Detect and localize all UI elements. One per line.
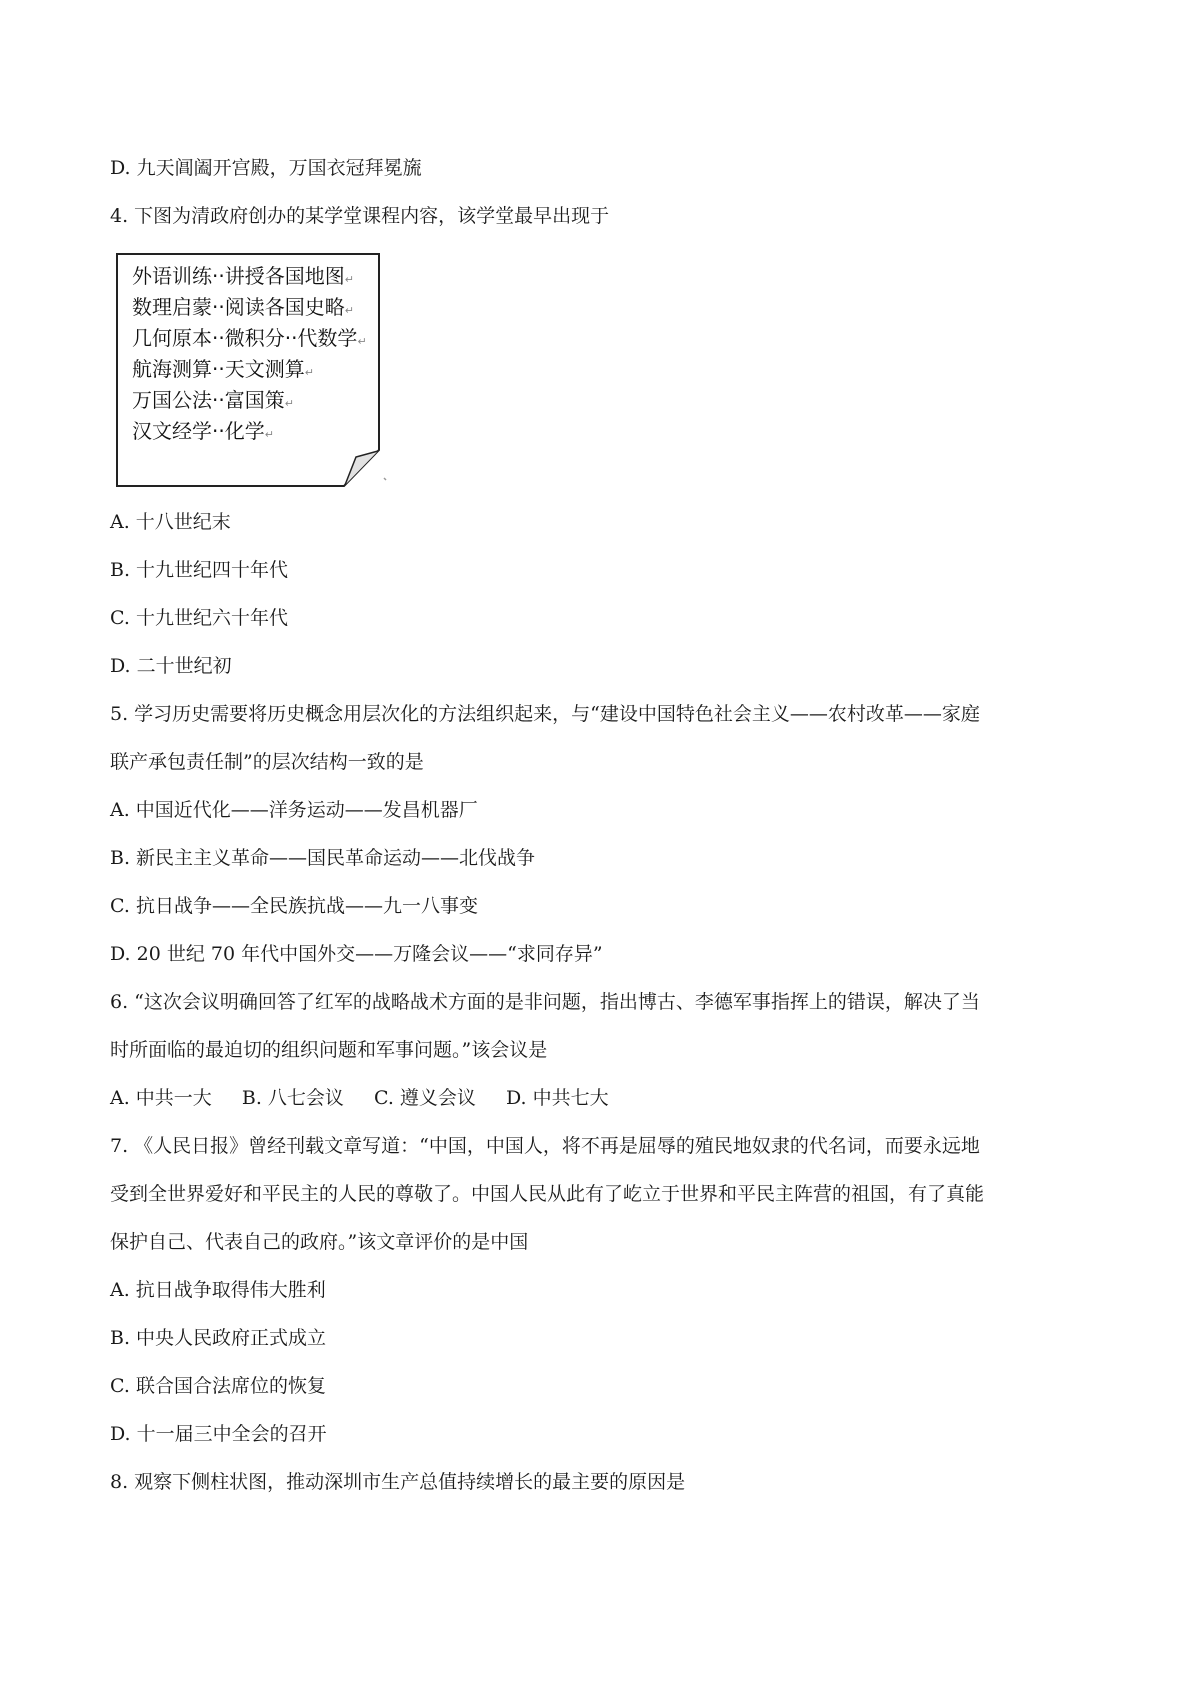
- q8-stem: 8. 观察下侧柱状图，推动深圳市生产总值持续增长的最主要的原因是: [110, 1471, 686, 1493]
- q5-option-a: A. 中国近代化——洋务运动——发昌机器厂: [110, 799, 478, 821]
- q5-stem-line-2: 联产承包责任制”的层次结构一致的是: [110, 751, 424, 773]
- course-row: 数理启蒙··阅读各国史略↵: [132, 295, 354, 319]
- q7-stem-line-2: 受到全世界爱好和平民主的人民的尊敬了。中国人民从此有了屹立于世界和平民主阵营的祖国，有了真能: [110, 1183, 985, 1205]
- q6-option-d: D. 中共七大: [505, 1087, 609, 1109]
- q6-option-b: B. 八七会议: [241, 1087, 344, 1109]
- curriculum-figure: [116, 252, 412, 488]
- q6-option-c: C. 遵义会议: [373, 1087, 476, 1109]
- q7-option-c: C. 联合国合法席位的恢复: [110, 1375, 326, 1397]
- q6-options: [110, 1086, 633, 1110]
- course-row: 汉文经学··化学↵: [132, 419, 274, 443]
- q7-stem-line-1: 7. 《人民日报》曾经刊载文章写道：“中国，中国人，将不再是屈辱的殖民地奴隶的代名词，而要永远地: [110, 1135, 980, 1157]
- q3-option-d: D. 九天阊阖开宫殿，万国衣冠拜冕旒: [110, 157, 422, 179]
- q6-option-a: A. 中共一大: [110, 1087, 212, 1109]
- course-row: 几何原本··微积分··代数学↵: [132, 326, 367, 350]
- q7-stem-line-3: 保护自己、代表自己的政府。”该文章评价的是中国: [110, 1231, 529, 1253]
- q5-option-c: C. 抗日战争——全民族抗战——九一八事变: [110, 895, 478, 917]
- q7-option-d: D. 十一届三中全会的召开: [110, 1423, 327, 1445]
- course-row: 航海测算··天文测算↵: [132, 357, 314, 381]
- q5-option-b: B. 新民主主义革命——国民革命运动——北伐战争: [110, 847, 536, 869]
- q7-option-b: B. 中央人民政府正式成立: [110, 1327, 327, 1349]
- q6-stem-line-2: 时所面临的最迫切的组织问题和军事问题。”该会议是: [110, 1039, 548, 1061]
- q4-stem: 4. 下图为清政府创办的某学堂课程内容，该学堂最早出现于: [110, 205, 610, 227]
- q5-stem-line-1: 5. 学习历史需要将历史概念用层次化的方法组织起来，与“建设中国特色社会主义——农村改革——家庭: [110, 703, 980, 725]
- q4-option-a: A. 十八世纪末: [110, 511, 231, 533]
- q5-option-d: D. 20 世纪 70 年代中国外交——万隆会议——“求同存异”: [110, 943, 603, 965]
- course-row: 万国公法··富国策↵: [132, 388, 294, 412]
- q4-option-c: C. 十九世纪六十年代: [110, 607, 288, 629]
- q4-option-d: D. 二十世纪初: [110, 655, 232, 677]
- course-row: 外语训练··讲授各国地图↵: [132, 264, 354, 288]
- q4-option-b: B. 十九世纪四十年代: [110, 559, 289, 581]
- q6-stem-line-1: 6. “这次会议明确回答了红军的战略战术方面的是非问题，指出博古、李德军事指挥上的错误，解决了当: [110, 991, 980, 1013]
- q7-option-a: A. 抗日战争取得伟大胜利: [110, 1279, 326, 1301]
